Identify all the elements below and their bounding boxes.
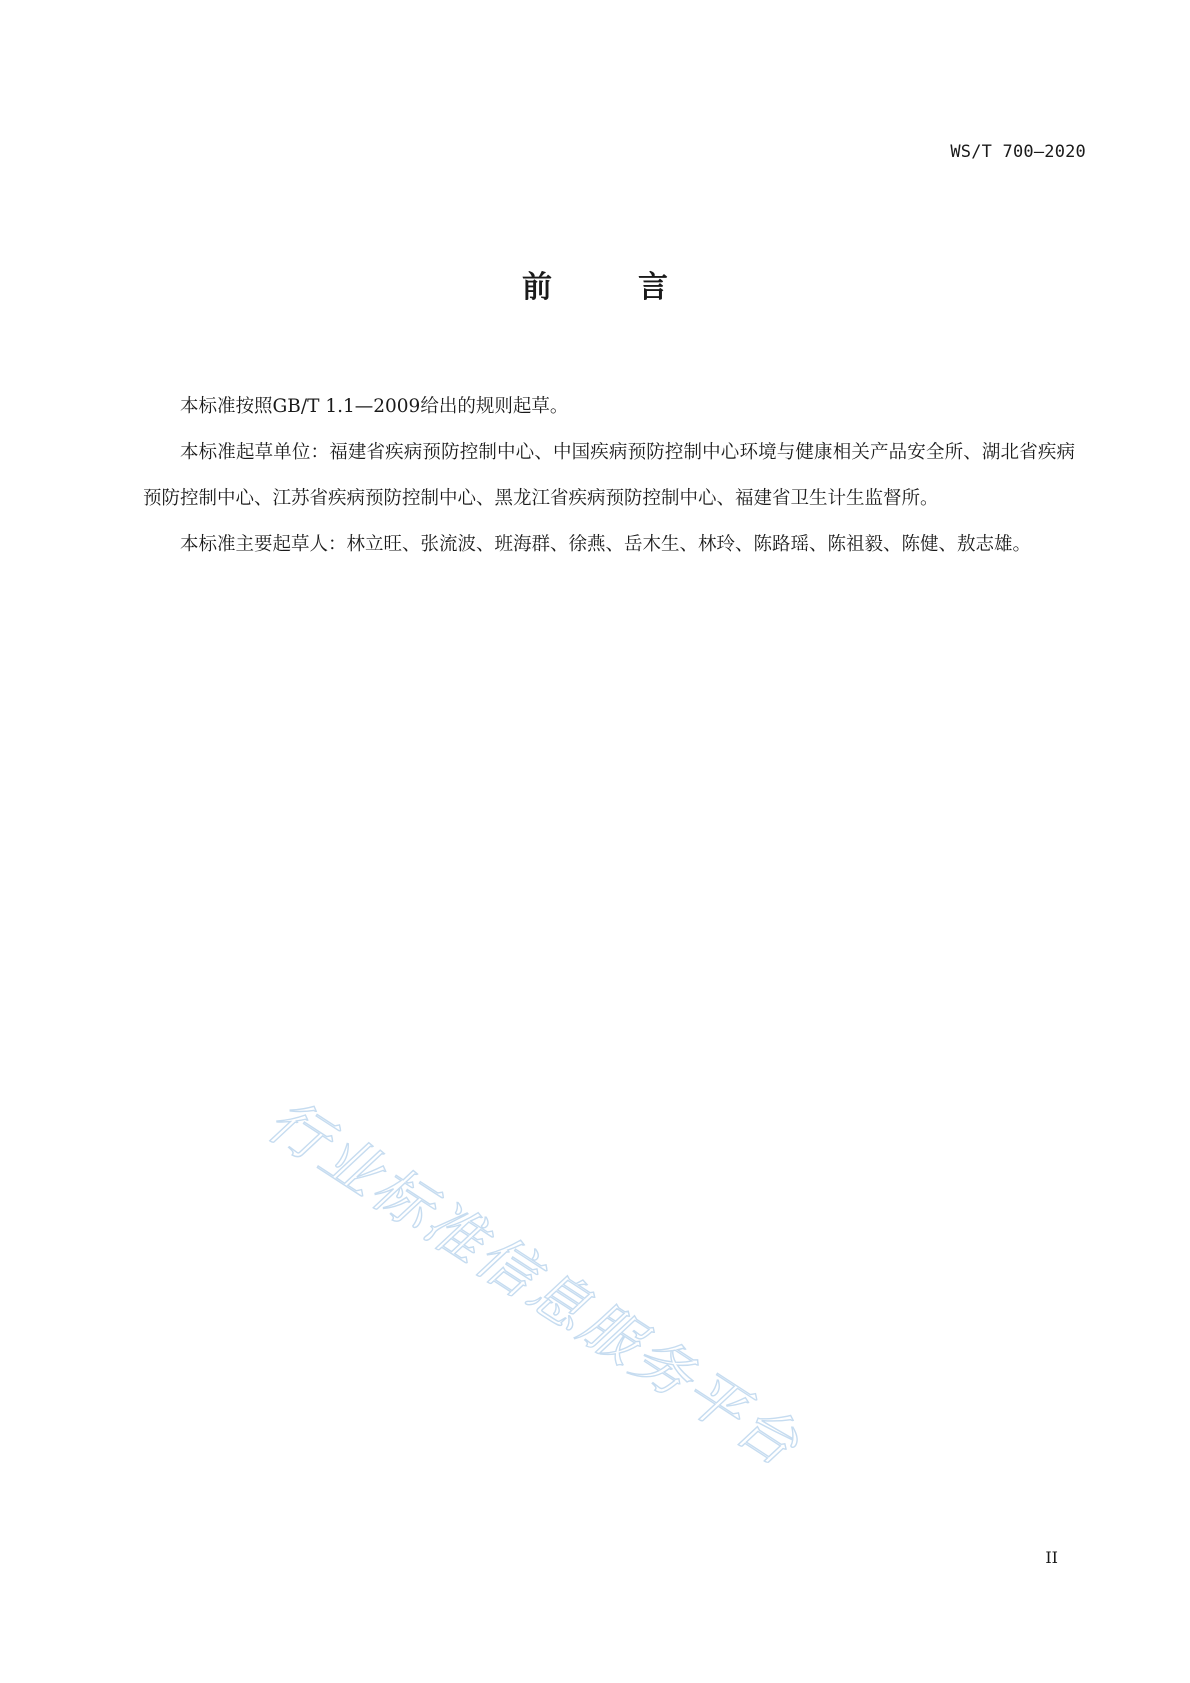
standard-code: WS/T 700—2020 (950, 142, 1086, 162)
paragraph-drafting-rules: 本标准按照GB/T 1.1—2009给出的规则起草。 (180, 396, 569, 417)
page-title: 前 言 (522, 270, 696, 305)
watermark: 行业标准信息服务平台 (255, 1085, 813, 1481)
foreword-body (143, 384, 1075, 568)
page-number: II (1045, 1548, 1058, 1567)
paragraph-drafting-units: 本标准起草单位：福建省疾病预防控制中心、中国疾病预防控制中心环境与健康相关产品安全所、湖北省疾病预防控制中心、江苏省疾病预防控制中心、黑龙江省疾病预防控制中心、福建省卫生计生监督所。 (143, 442, 1075, 509)
paragraph-drafters: 本标准主要起草人：林立旺、张流波、班海群、徐燕、岳木生、林玲、陈路瑶、陈祖毅、陈健、敖志雄。 (180, 534, 1032, 555)
